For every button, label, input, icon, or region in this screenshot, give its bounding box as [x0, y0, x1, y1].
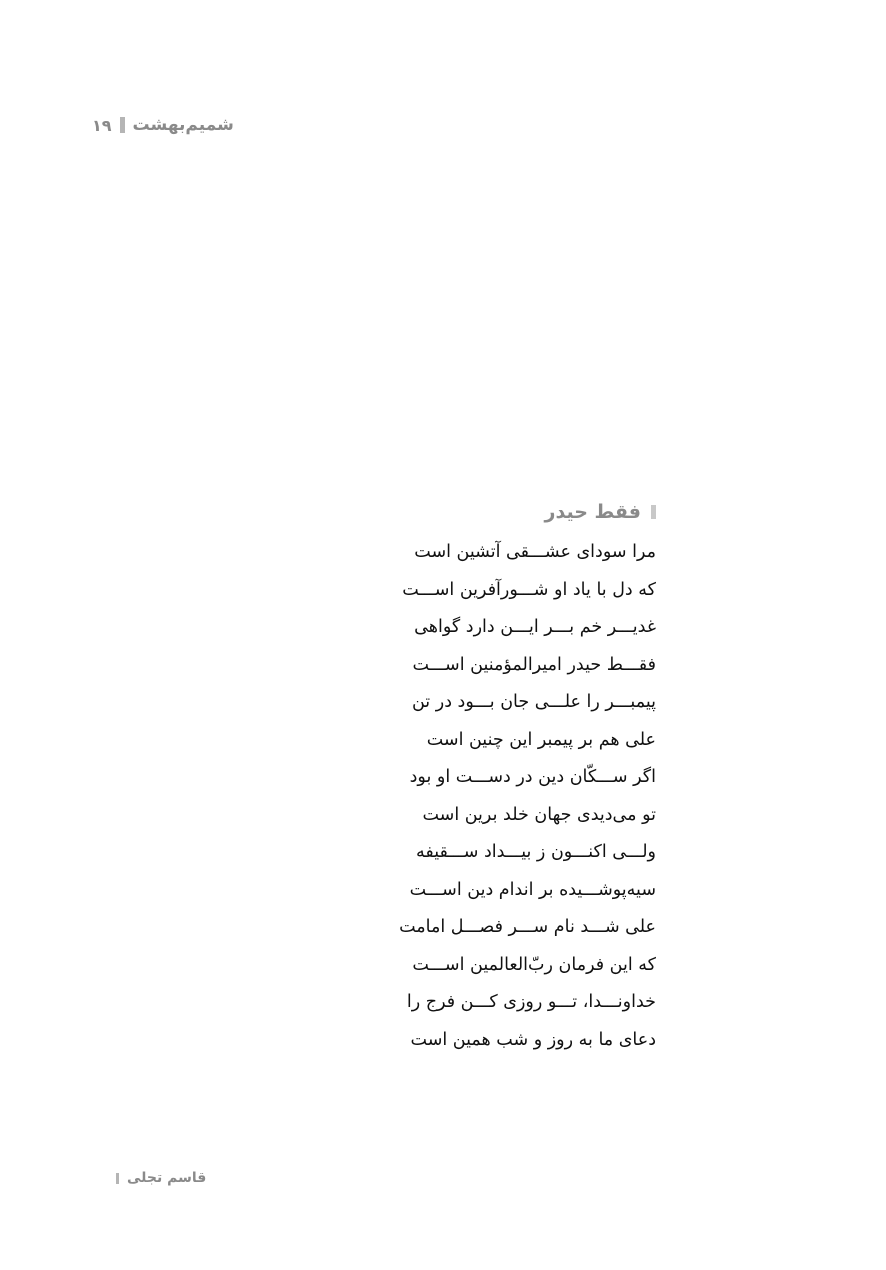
poem-title: فقط حیدر: [544, 501, 641, 523]
poem: [400, 496, 656, 1059]
verse-line: سیه‌پوشـــیده بر اندام دین اســـت: [409, 879, 656, 900]
poem-title-row: [400, 496, 656, 528]
header-divider-bar: [120, 117, 125, 133]
verse-list: [400, 534, 656, 1059]
verse-line: خداونـــدا، تـــو روزی کـــن فرج را: [406, 992, 656, 1012]
book-title: شمیم‌بهشت: [132, 115, 234, 135]
verse-line: مرا سودای عشـــقی آتشین است: [414, 542, 656, 562]
verse-line: دعای ما به روز و شب همین است: [410, 1029, 656, 1050]
verse-line: علی شـــد نام ســـر فصـــل امامت: [399, 917, 656, 937]
verse-line: اگر ســـکّان دین در دســـت او بود: [409, 767, 656, 787]
running-footer: [116, 1166, 206, 1190]
verse-line: غدیـــر خم بـــر ایـــن دارد گواهی: [414, 617, 656, 637]
verse-line: علی هم بر پیمبر این چنین است: [426, 729, 656, 750]
verse-line: تو می‌دیدی جهان خلد برین است: [422, 804, 656, 825]
page-number: ۱۹: [92, 115, 112, 135]
footer-divider-bar: [116, 1173, 119, 1184]
author-name: قاسم تجلی: [127, 1170, 207, 1186]
verse-line: ولـــی اکنـــون ز بیـــداد ســـقیفه: [416, 842, 656, 862]
verse-line: که دل با یاد او شـــورآفرین اســـت: [402, 579, 656, 600]
verse-line: که این فرمان ربّ‌العالمین اســـت: [412, 954, 656, 975]
title-marker-bar: [651, 505, 656, 519]
verse-line: فقـــط حیدر امیرالمؤمنین اســـت: [412, 654, 656, 675]
verse-line: پیمبـــر را علـــی جان بـــود در تن: [411, 692, 656, 712]
running-header: [92, 112, 234, 138]
